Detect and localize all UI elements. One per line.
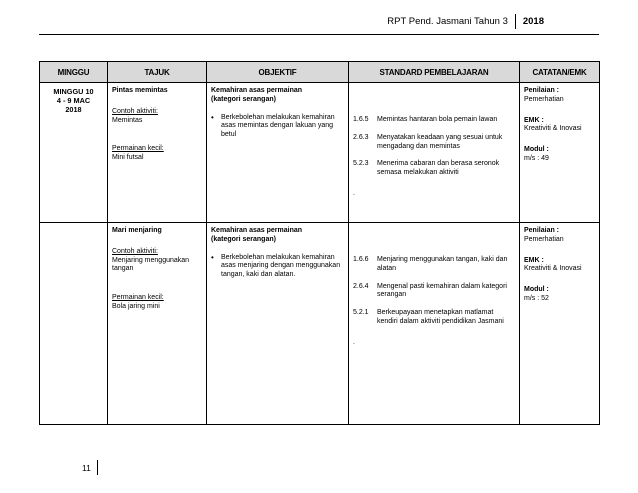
example-value: Memintas (112, 116, 143, 124)
header-divider (515, 14, 516, 29)
topic-title: Pintas memintas (112, 87, 168, 94)
standards-end-mark: . (353, 189, 355, 197)
footer-divider (97, 460, 98, 475)
topic-cell (108, 83, 207, 223)
table-header-row (40, 62, 600, 83)
standard-description: Memintas hantaran bola pemain lawan (377, 116, 498, 123)
standard-description: Menjaring menggunakan tangan, kaki dan alatan (377, 256, 508, 272)
bullet-icon: • (211, 112, 214, 122)
assessment-label: Penilaian : (524, 87, 560, 94)
example-label: Contoh aktiviti: (112, 247, 158, 255)
objective-subtitle: (kategori serangan) (211, 235, 276, 243)
standard-number: 5.2.3 (353, 160, 369, 168)
document-year: 2018 (522, 16, 544, 27)
standards-end-mark: . (353, 338, 355, 346)
example-label: Contoh aktiviti: (112, 107, 158, 115)
header-rule (39, 34, 599, 35)
emk-value: Kreativiti & Inovasi (524, 265, 582, 273)
standard-number: 1.6.5 (353, 116, 369, 123)
objective-cell (207, 83, 349, 223)
objective-text: Berkebolehan melakukan kemahiran asas menjaring dengan menggunakan tangan, kaki dan alatan. (221, 253, 341, 278)
objective-subtitle: (kategori serangan) (211, 95, 276, 103)
assessment-label: Penilaian : (524, 227, 560, 234)
week-year: 2018 (65, 105, 82, 115)
assessment-value: Pemerhatian (524, 235, 564, 243)
objective-title: Kemahiran asas permainan (211, 227, 303, 234)
week-cell (40, 83, 108, 223)
column-header-catatan: CATATAN/EMK (520, 62, 600, 83)
standard-number: 2.6.4 (353, 282, 369, 290)
assessment-value: Pemerhatian (524, 95, 564, 103)
standard-description: Menyatakan keadaan yang sesuai untuk mengadang dan memintas (377, 133, 503, 150)
example-value: Menjaring menggunakan tangan (112, 256, 190, 273)
objective-cell (207, 223, 349, 425)
module-value: m/s : 49 (524, 154, 549, 162)
standard-number: 5.2.1 (353, 309, 369, 316)
topic-title: Mari menjaring (112, 227, 162, 234)
week-dates: 4 - 9 MAC (56, 96, 91, 106)
standard-number: 1.6.6 (353, 256, 369, 263)
objective-text: Berkebolehan melakukan kemahiran asas memintas dengan lakuan yang betul (221, 113, 335, 138)
document-title: RPT Pend. Jasmani Tahun 3 (387, 16, 508, 27)
notes-cell (520, 223, 600, 425)
week-label: MINGGU 10 (53, 87, 94, 96)
game-value: Bola jaring mini (112, 302, 160, 310)
game-label: Permainan kecil: (112, 145, 164, 153)
standard-description: Menerima cabaran dan berasa seronok semasa melakukan aktiviti (377, 160, 500, 176)
notes-cell (520, 83, 600, 223)
game-value: Mini futsal (112, 154, 144, 161)
week-cell (40, 223, 108, 425)
table-row (40, 223, 600, 425)
emk-label: EMK : (524, 256, 544, 264)
page-header (387, 14, 544, 29)
module-label: Modul : (524, 146, 549, 153)
column-header-objektif: OBJEKTIF (207, 62, 349, 83)
game-label: Permainan kecil: (112, 294, 164, 301)
module-value: m/s : 52 (524, 294, 549, 302)
page-number: 11 (82, 462, 91, 473)
lesson-plan-table (39, 61, 600, 425)
column-header-minggu: MINGGU (40, 62, 108, 83)
table-row (40, 83, 600, 223)
column-header-tajuk: TAJUK (108, 62, 207, 83)
standard-description: Berkeupayaan menetapkan matlamat kendiri dalam aktiviti pendidikan Jasmani (377, 309, 504, 325)
objective-title: Kemahiran asas permainan (211, 87, 303, 94)
topic-cell (108, 223, 207, 425)
page-footer (82, 460, 98, 475)
standards-cell (349, 83, 520, 223)
column-header-standard: STANDARD PEMBELAJARAN (349, 62, 520, 83)
module-label: Modul : (524, 286, 549, 293)
standard-description: Mengenal pasti kemahiran dalam kategori serangan (377, 282, 507, 299)
emk-label: EMK : (524, 116, 544, 124)
bullet-icon: • (211, 252, 214, 262)
standard-number: 2.6.3 (353, 133, 369, 141)
standards-cell (349, 223, 520, 425)
emk-value: Kreativiti & Inovasi (524, 125, 582, 133)
